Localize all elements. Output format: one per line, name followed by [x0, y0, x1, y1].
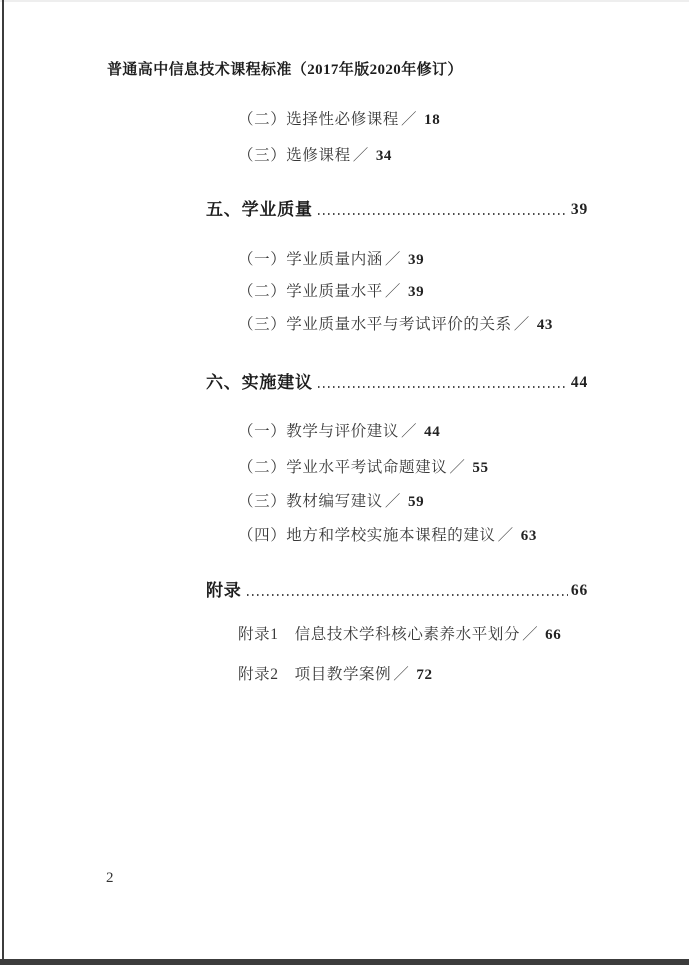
toc-section-label: 五、学业质量	[206, 200, 313, 219]
dotted-leader	[247, 594, 568, 596]
toc-entry	[238, 250, 424, 270]
toc-separator: ／	[497, 527, 514, 544]
toc-entry-label: （二）学业水平考试命题建议	[238, 459, 448, 476]
toc-entry-label: （二）选择性必修课程	[238, 111, 400, 128]
page-edge-top	[0, 0, 689, 2]
toc-entry	[238, 526, 537, 546]
toc-separator: ／	[401, 111, 418, 128]
toc-page-number: 66	[545, 627, 562, 643]
toc-separator: ／	[352, 147, 369, 164]
toc-entry	[238, 492, 424, 512]
toc-page-number: 72	[416, 667, 433, 683]
toc-entry-label: 附录1 信息技术学科核心素养水平划分	[238, 626, 521, 643]
toc-page-number: 39	[570, 201, 588, 218]
toc-entry	[238, 625, 561, 645]
toc-page-number: 39	[408, 252, 425, 268]
toc-entry-label: （三）选修课程	[238, 147, 351, 164]
dotted-leader	[318, 386, 568, 388]
toc-entry	[238, 146, 392, 166]
toc-page-number: 44	[424, 424, 441, 440]
folio-page-number: 2	[106, 870, 114, 886]
toc-page-number: 63	[520, 528, 537, 544]
toc-section-label: 六、实施建议	[206, 373, 313, 392]
dotted-leader	[318, 213, 568, 215]
toc-entry	[238, 665, 433, 685]
toc-separator: ／	[393, 666, 410, 683]
toc-separator: ／	[384, 283, 402, 300]
page-edge-bottom	[0, 959, 689, 965]
toc-entry-label: 附录2 项目教学案例	[238, 666, 392, 683]
running-header-title: 普通高中信息技术课程标准（2017年版2020年修订）	[107, 62, 463, 78]
toc-entry	[238, 422, 440, 442]
toc-page-number: 55	[472, 460, 489, 476]
toc-page-number: 44	[570, 374, 588, 391]
page-edge-left	[2, 0, 4, 965]
toc-separator: ／	[522, 626, 539, 643]
toc-section-entry	[206, 373, 588, 393]
toc-entry-label: （二）学业质量水平	[238, 283, 383, 300]
toc-page-number: 18	[424, 112, 441, 128]
toc-separator: ／	[384, 493, 402, 510]
toc-entry-label: （四）地方和学校实施本课程的建议	[238, 527, 496, 544]
toc-entry	[238, 458, 489, 478]
toc-section-label: 附录	[206, 581, 242, 600]
toc-separator: ／	[384, 251, 402, 268]
toc-entry	[238, 282, 424, 302]
toc-separator: ／	[401, 423, 418, 440]
toc-entry	[238, 110, 440, 130]
toc-entry-label: （三）学业质量水平与考试评价的关系	[238, 316, 512, 333]
toc-page-number: 43	[536, 317, 554, 333]
toc-entry-label: （三）教材编写建议	[238, 493, 383, 510]
toc-section-entry	[206, 581, 588, 601]
toc-section-entry	[206, 200, 588, 220]
toc-page-number: 39	[408, 284, 425, 300]
toc-separator: ／	[449, 459, 466, 476]
toc-entry-label: （一）学业质量内涵	[238, 251, 383, 268]
toc-entry-label: （一）教学与评价建议	[238, 423, 400, 440]
toc-entry	[238, 315, 553, 335]
toc-page-number: 34	[375, 148, 393, 164]
toc-page-number: 59	[408, 494, 425, 510]
toc-page-number: 66	[570, 582, 588, 599]
toc-separator: ／	[513, 316, 530, 333]
